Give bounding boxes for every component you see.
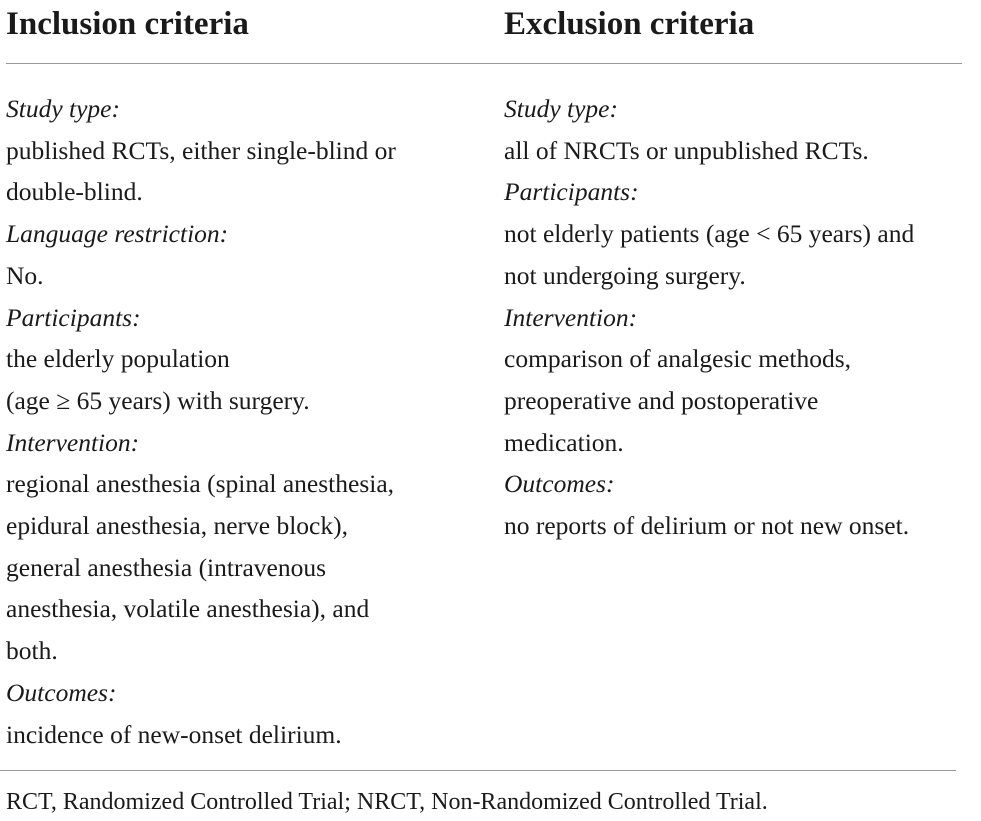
- criteria-table: [6, 0, 974, 770]
- criteria-category-label: Intervention:: [6, 427, 140, 457]
- criteria-category-label: Outcomes:: [6, 677, 117, 707]
- criteria-text-line: preoperative and postoperative: [504, 385, 819, 415]
- criteria-text-line: not elderly patients (age < 65 years) and: [504, 219, 915, 249]
- criteria-text-line: anesthesia, volatile anesthesia), and: [6, 594, 370, 624]
- criteria-text-line: comparison of analgesic methods,: [504, 344, 851, 374]
- exclusion-criteria-heading: Exclusion criteria: [504, 6, 755, 42]
- criteria-category-label: Outcomes:: [504, 469, 615, 499]
- criteria-category-label: Intervention:: [504, 302, 638, 332]
- inclusion-criteria-heading: Inclusion criteria: [6, 6, 249, 42]
- criteria-text-line: (age ≥ 65 years) with surgery.: [6, 385, 310, 415]
- table-footnote: RCT, Randomized Controlled Trial; NRCT, Non-Randomized Controlled Trial.: [6, 789, 768, 815]
- criteria-text-line: incidence of new-onset delirium.: [6, 719, 342, 749]
- criteria-text-line: published RCTs, either single-blind or: [6, 135, 396, 165]
- table-bottom-divider: [0, 770, 956, 771]
- table-body-row: [6, 64, 974, 770]
- criteria-text-line: No.: [6, 260, 44, 290]
- exclusion-criteria-cell: [504, 88, 980, 547]
- criteria-text-line: the elderly population: [6, 344, 230, 374]
- criteria-text-line: double-blind.: [6, 177, 143, 207]
- criteria-text-line: medication.: [504, 427, 624, 457]
- criteria-text-line: regional anesthesia (spinal anesthesia,: [6, 469, 395, 499]
- inclusion-criteria-cell: [6, 88, 476, 755]
- table-header: [6, 0, 974, 64]
- criteria-category-label: Participants:: [6, 302, 141, 332]
- criteria-category-label: Study type:: [6, 94, 120, 123]
- criteria-category-label: Study type:: [504, 94, 618, 123]
- criteria-text-line: epidural anesthesia, nerve block),: [6, 511, 348, 541]
- criteria-category-label: Participants:: [504, 177, 639, 207]
- criteria-text-line: both.: [6, 636, 58, 666]
- criteria-category-label: Language restriction:: [6, 219, 229, 249]
- criteria-text-line: all of NRCTs or unpublished RCTs.: [504, 135, 869, 165]
- criteria-text-line: not undergoing surgery.: [504, 260, 746, 290]
- criteria-text-line: no reports of delirium or not new onset.: [504, 511, 910, 541]
- criteria-text-line: general anesthesia (intravenous: [6, 552, 327, 582]
